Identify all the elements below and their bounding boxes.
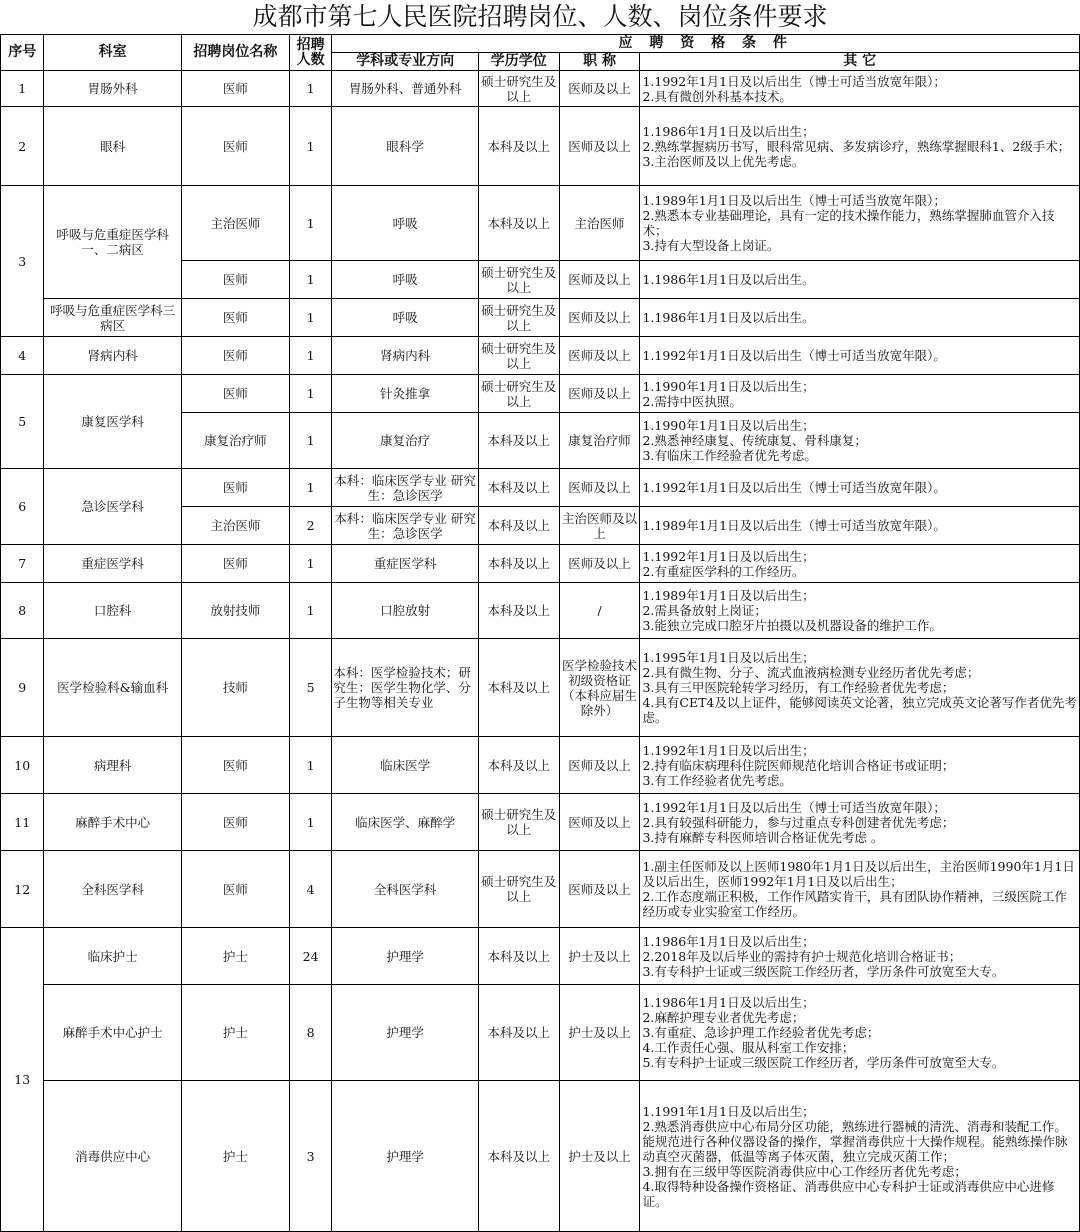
cell-degree: 硕士研究生及以上	[478, 337, 559, 375]
cell-degree: 本科及以上	[478, 545, 559, 583]
cell-title: 医师及以上	[559, 337, 640, 375]
cell-position: 医师	[181, 375, 289, 413]
other-line: 2.有重症医学科的工作经历。	[642, 563, 805, 579]
table-row	[1, 985, 1080, 1081]
cell-degree: 本科及以上	[478, 737, 559, 794]
cell-other	[640, 186, 1080, 261]
table-row	[1, 469, 1080, 507]
other-line: 1.1989年1月1日及以后出生（博士可适当放宽年限）；	[642, 193, 946, 208]
cell-other	[640, 261, 1080, 299]
cell-no: 3	[1, 186, 44, 337]
cell-major: 呼吸	[332, 186, 478, 261]
cell-no: 1	[1, 71, 44, 107]
table-row	[1, 1081, 1080, 1232]
other-line: 1.1990年1月1日及以后出生；	[642, 418, 815, 433]
cell-position: 医师	[181, 794, 289, 851]
other-line: 2.熟练掌握病历书写，眼科常见病、多发病诊疗，熟练掌握眼科1、2级手术；	[642, 138, 1071, 154]
cell-position: 医师	[181, 545, 289, 583]
table-row	[1, 737, 1080, 794]
other-line: 1.1995年1月1日及以后出生；	[642, 650, 815, 665]
cell-dept: 眼科	[44, 107, 181, 186]
table-row	[1, 107, 1080, 186]
other-line: 3.能独立完成口腔牙片拍摄以及机器设备的维护工作。	[642, 618, 942, 633]
cell-other	[640, 375, 1080, 413]
cell-other	[640, 71, 1080, 107]
cell-degree: 硕士研究生及以上	[478, 375, 559, 413]
cell-title: 康复治疗师	[559, 413, 640, 469]
cell-title: 医师及以上	[559, 299, 640, 337]
other-line: 2.需具备放射上岗证；	[642, 603, 767, 618]
other-line: 1.1991年1月1日及以后出生；	[642, 1103, 815, 1119]
cell-title: 医师及以上	[559, 469, 640, 507]
cell-title: 医师及以上	[559, 794, 640, 851]
cell-title: 主治医师	[559, 186, 640, 261]
cell-position: 医师	[181, 261, 289, 299]
cell-no: 8	[1, 583, 44, 639]
cell-other	[640, 639, 1080, 737]
other-line: 1.1992年1月1日及以后出生（博士可适当放宽年限）。	[642, 348, 946, 363]
other-line: 1.1992年1月1日及以后出生（博士可适当放宽年限）；	[642, 73, 946, 89]
other-line: 3.具有三甲医院轮转学习经历，有工作经验者优先考虑；	[642, 680, 955, 695]
other-line: 2.持有临床病理科住院医师规范化培训合格证书或证明；	[642, 757, 955, 773]
cell-dept: 呼吸与危重症医学科三病区	[44, 299, 181, 337]
cell-title: 医师及以上	[559, 71, 640, 107]
header-title: 职 称	[559, 53, 640, 71]
cell-degree: 本科及以上	[478, 639, 559, 737]
other-line: 3.持有麻醉专科医师培训合格证优先考虑 。	[642, 829, 884, 845]
cell-count: 1	[289, 261, 331, 299]
other-line: 1.1986年1月1日及以后出生；	[642, 123, 815, 139]
cell-position: 护士	[181, 1081, 289, 1232]
cell-position: 主治医师	[181, 507, 289, 545]
header-other: 其 它	[640, 53, 1080, 71]
cell-count: 8	[289, 985, 331, 1081]
cell-major: 呼吸	[332, 299, 478, 337]
cell-no: 5	[1, 375, 44, 469]
other-line: 4.具有CET4及以上证件，能够阅读英文论著，独立完成英文论著写作者优先考虑。	[642, 695, 1077, 725]
other-line: 1.副主任医师及以上医师1980年1月1日及以后出生，主治医师1990年1月1日及以后出生，医师1992年1月1日及以后出生；	[642, 859, 1075, 889]
cell-major: 肾病内科	[332, 337, 478, 375]
header-dept: 科室	[44, 35, 181, 71]
cell-major: 护理学	[332, 928, 478, 985]
cell-major: 口腔放射	[332, 583, 478, 639]
cell-degree: 本科及以上	[478, 507, 559, 545]
cell-other	[640, 107, 1080, 186]
cell-degree: 本科及以上	[478, 583, 559, 639]
cell-count: 3	[289, 1081, 331, 1232]
cell-position: 医师	[181, 299, 289, 337]
other-line: 2.需持中医执照。	[642, 393, 742, 409]
cell-major: 护理学	[332, 985, 478, 1081]
other-line: 3.有专科护士证或三级医院工作经历者，学历条件可放宽至大专。	[642, 963, 1005, 979]
recruitment-table	[0, 34, 1080, 1232]
cell-other	[640, 1081, 1080, 1232]
other-line: 1.1992年1月1日及以后出生；	[642, 548, 815, 564]
cell-degree: 本科及以上	[478, 469, 559, 507]
cell-title: /	[559, 583, 640, 639]
cell-title: 护士及以上	[559, 985, 640, 1081]
table-row	[1, 375, 1080, 413]
cell-other	[640, 469, 1080, 507]
other-line: 2.工作态度端正积极，工作作风踏实肯干，具有团队协作精神，三级医院工作经历或专业实验室工作经历。	[642, 889, 1067, 919]
cell-count: 2	[289, 507, 331, 545]
other-line: 3.有重症、急诊护理工作经验者优先考虑；	[642, 1025, 880, 1040]
cell-degree: 硕士研究生及以上	[478, 299, 559, 337]
cell-degree: 硕士研究生及以上	[478, 794, 559, 851]
cell-other	[640, 337, 1080, 375]
other-line: 4.工作责任心强、服从科室工作安排；	[642, 1040, 855, 1055]
table-row	[1, 794, 1080, 851]
other-line: 3.有临床工作经验者优先考虑。	[642, 448, 817, 463]
cell-other	[640, 545, 1080, 583]
cell-title: 护士及以上	[559, 928, 640, 985]
cell-major: 护理学	[332, 1081, 478, 1232]
cell-title: 医师及以上	[559, 375, 640, 413]
cell-position: 主治医师	[181, 186, 289, 261]
cell-major: 本科：医学检验技术；研究生：医学生物化学、分子生物等相关专业	[332, 639, 478, 737]
header-row	[1, 35, 1080, 53]
cell-count: 1	[289, 186, 331, 261]
cell-position: 技师	[181, 639, 289, 737]
cell-other	[640, 413, 1080, 469]
cell-dept: 麻醉手术中心	[44, 794, 181, 851]
other-line: 2.麻醉护理专业者优先考虑；	[642, 1010, 805, 1025]
cell-position: 医师	[181, 337, 289, 375]
table-row	[1, 299, 1080, 337]
cell-other	[640, 985, 1080, 1081]
cell-dept: 全科医学科	[44, 851, 181, 928]
cell-major: 临床医学、麻醉学	[332, 794, 478, 851]
cell-major: 针灸推拿	[332, 375, 478, 413]
cell-count: 1	[289, 737, 331, 794]
other-line: 1.1986年1月1日及以后出生；	[642, 933, 815, 949]
cell-no: 12	[1, 851, 44, 928]
cell-position: 放射技师	[181, 583, 289, 639]
cell-dept: 呼吸与危重症医学科一、二病区	[44, 186, 181, 299]
cell-count: 24	[289, 928, 331, 985]
cell-count: 5	[289, 639, 331, 737]
other-line: 1.1992年1月1日及以后出生（博士可适当放宽年限）；	[642, 799, 946, 815]
cell-position: 医师	[181, 469, 289, 507]
cell-dept: 医学检验科&输血科	[44, 639, 181, 737]
cell-title: 医师及以上	[559, 737, 640, 794]
table-row	[1, 639, 1080, 737]
other-line: 3.持有大型设备上岗证。	[642, 238, 780, 253]
cell-major: 全科医学科	[332, 851, 478, 928]
other-line: 4.取得特种设备操作资格证、消毒供应中心专科护士证或消毒供应中心进修证。	[642, 1178, 1055, 1209]
cell-title: 医师及以上	[559, 107, 640, 186]
cell-dept: 消毒供应中心	[44, 1081, 181, 1232]
table-row	[1, 545, 1080, 583]
table-row	[1, 71, 1080, 107]
cell-major: 重症医学科	[332, 545, 478, 583]
other-line: 2.2018年及以后毕业的需持有护士规范化培训合格证书；	[642, 948, 962, 964]
table-row	[1, 851, 1080, 928]
cell-dept: 急诊医学科	[44, 469, 181, 545]
cell-major: 本科：临床医学专业 研究生：急诊医学	[332, 469, 478, 507]
cell-position: 医师	[181, 851, 289, 928]
header-count: 招聘人数	[289, 35, 331, 71]
cell-dept: 康复医学科	[44, 375, 181, 469]
cell-count: 4	[289, 851, 331, 928]
other-line: 3.拥有在三级甲等医院消毒供应中心工作经历者优先考虑；	[642, 1163, 967, 1179]
other-line: 1.1986年1月1日及以后出生；	[642, 995, 815, 1010]
cell-other	[640, 299, 1080, 337]
cell-major: 本科：临床医学专业 研究生：急诊医学	[332, 507, 478, 545]
cell-count: 1	[289, 545, 331, 583]
cell-degree: 本科及以上	[478, 186, 559, 261]
cell-title: 医师及以上	[559, 261, 640, 299]
cell-count: 1	[289, 71, 331, 107]
other-line: 2.具有较强科研能力，参与过重点专科创建者优先考虑；	[642, 814, 955, 830]
header-no: 序号	[1, 35, 44, 71]
other-line: 5.有专科护士证或三级医院工作经历者，学历条件可放宽至大专。	[642, 1055, 1005, 1070]
cell-dept: 肾病内科	[44, 337, 181, 375]
cell-count: 1	[289, 583, 331, 639]
cell-degree: 本科及以上	[478, 1081, 559, 1232]
cell-no: 9	[1, 639, 44, 737]
cell-no: 4	[1, 337, 44, 375]
table-row	[1, 583, 1080, 639]
cell-other	[640, 851, 1080, 928]
cell-count: 1	[289, 107, 331, 186]
cell-title: 医师及以上	[559, 545, 640, 583]
cell-degree: 本科及以上	[478, 985, 559, 1081]
table-row	[1, 186, 1080, 261]
cell-position: 医师	[181, 107, 289, 186]
header-qualification-group: 应 聘 资 格 条 件	[332, 35, 1080, 53]
cell-count: 1	[289, 413, 331, 469]
cell-count: 1	[289, 469, 331, 507]
cell-title: 医学检验技术初级资格证（本科应届生除外）	[559, 639, 640, 737]
cell-major: 胃肠外科、普通外科	[332, 71, 478, 107]
other-line: 1.1986年1月1日及以后出生。	[642, 310, 815, 325]
other-line: 3.主治医师及以上优先考虑。	[642, 153, 805, 169]
cell-no: 6	[1, 469, 44, 545]
cell-count: 1	[289, 375, 331, 413]
cell-no: 10	[1, 737, 44, 794]
table-row	[1, 337, 1080, 375]
cell-degree: 硕士研究生及以上	[478, 261, 559, 299]
other-line: 2.熟悉消毒供应中心布局分区功能，熟练进行器械的清洗、消毒和装配工作。能规范进行各种仪器设备的操作，掌握消毒供应十大操作规程。能熟练操作脉动真空灭菌器，低温等离子体灭菌，独立完成灭菌工作；	[642, 1118, 1068, 1164]
cell-dept: 重症医学科	[44, 545, 181, 583]
other-line: 2.具有微生物、分子、流式血液病检测专业经历者优先考虑；	[642, 665, 980, 680]
cell-other	[640, 583, 1080, 639]
cell-degree: 硕士研究生及以上	[478, 851, 559, 928]
cell-position: 医师	[181, 737, 289, 794]
table-row	[1, 928, 1080, 985]
other-line: 1.1986年1月1日及以后出生。	[642, 272, 815, 287]
cell-count: 1	[289, 299, 331, 337]
cell-major: 眼科学	[332, 107, 478, 186]
cell-other	[640, 794, 1080, 851]
cell-no: 13	[1, 928, 44, 1232]
other-line: 1.1992年1月1日及以后出生（博士可适当放宽年限）。	[642, 480, 946, 495]
cell-position: 医师	[181, 71, 289, 107]
cell-title: 主治医师及以上	[559, 507, 640, 545]
cell-no: 2	[1, 107, 44, 186]
other-line: 1.1989年1月1日及以后出生（博士可适当放宽年限）。	[642, 518, 946, 533]
cell-degree: 硕士研究生及以上	[478, 71, 559, 107]
other-line: 2.熟悉本专业基础理论，具有一定的技术操作能力，熟练掌握肺血管介入技术；	[642, 208, 1055, 238]
cell-count: 1	[289, 337, 331, 375]
other-line: 3.有工作经验者优先考虑。	[642, 772, 792, 788]
cell-major: 呼吸	[332, 261, 478, 299]
other-line: 1.1989年1月1日及以后出生；	[642, 588, 815, 603]
cell-position: 护士	[181, 928, 289, 985]
cell-dept: 胃肠外科	[44, 71, 181, 107]
cell-degree: 本科及以上	[478, 928, 559, 985]
cell-other	[640, 737, 1080, 794]
header-degree: 学历学位	[478, 53, 559, 71]
cell-position: 护士	[181, 985, 289, 1081]
other-line: 1.1990年1月1日及以后出生；	[642, 378, 815, 394]
cell-title: 医师及以上	[559, 851, 640, 928]
other-line: 1.1992年1月1日及以后出生；	[642, 742, 815, 758]
page-title: 成都市第七人民医院招聘岗位、人数、岗位条件要求	[252, 2, 828, 31]
header-position: 招聘岗位名称	[181, 35, 289, 71]
cell-title: 护士及以上	[559, 1081, 640, 1232]
cell-dept: 口腔科	[44, 583, 181, 639]
cell-dept: 病理科	[44, 737, 181, 794]
header-major: 学科或专业方向	[332, 53, 478, 71]
cell-other	[640, 507, 1080, 545]
cell-dept: 临床护士	[44, 928, 181, 985]
cell-dept: 麻醉手术中心护士	[44, 985, 181, 1081]
cell-position: 康复治疗师	[181, 413, 289, 469]
cell-count: 1	[289, 794, 331, 851]
cell-other	[640, 928, 1080, 985]
cell-major: 临床医学	[332, 737, 478, 794]
cell-degree: 本科及以上	[478, 413, 559, 469]
cell-no: 11	[1, 794, 44, 851]
other-line: 2.具有微创外科基本技术。	[642, 88, 792, 104]
other-line: 2.熟悉神经康复、传统康复、骨科康复；	[642, 433, 867, 448]
cell-degree: 本科及以上	[478, 107, 559, 186]
cell-no: 7	[1, 545, 44, 583]
cell-major: 康复治疗	[332, 413, 478, 469]
